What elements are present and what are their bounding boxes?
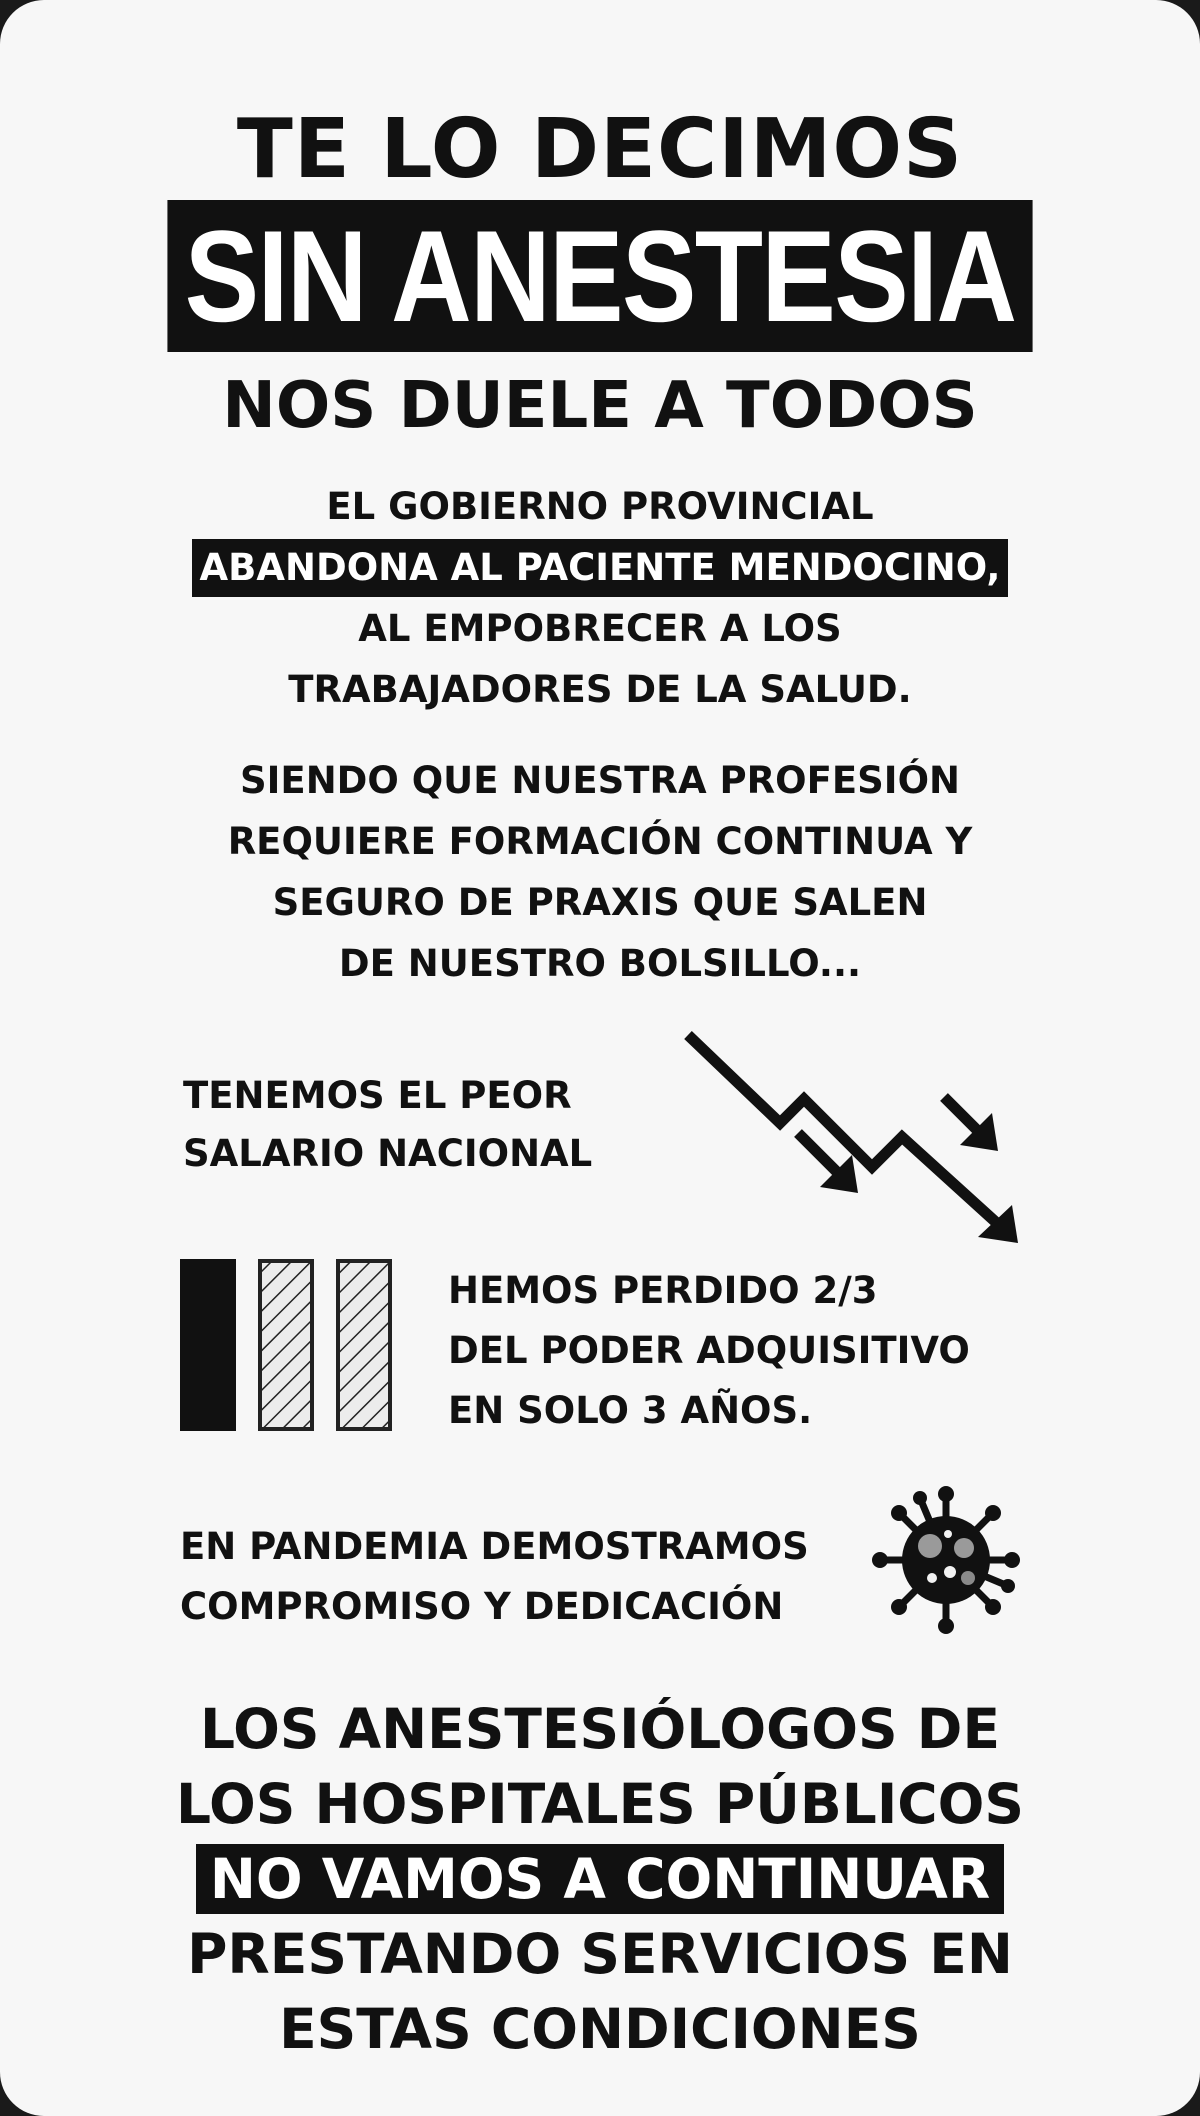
intro-line-2-row [0,537,1200,598]
bars-one-third-icon [178,1255,408,1435]
power-line-1: HEMOS PERDIDO 2/3 [448,1269,878,1312]
intro-highlight: ABANDONA AL PACIENTE MENDOCINO, [192,539,1009,597]
profession-line-1: SIENDO QUE NUESTRA PROFESIÓN [240,759,960,802]
profession-line-4: DE NUESTRO BOLSILLO... [338,942,862,985]
closing-line-1: LOS ANESTESIÓLOGOS DE [199,1697,1001,1761]
salary-line-2: SALARIO NACIONAL [183,1132,593,1175]
power-line-2: DEL PODER ADQUISITIVO [448,1329,970,1372]
headline-line-3: NOS DUELE A TODOS [222,369,978,443]
closing-line-3-row [0,1842,1200,1917]
closing-statement [0,1692,1200,2067]
intro-line-1: EL GOBIERNO PROVINCIAL [326,485,874,528]
power-line-3: EN SOLO 3 AÑOS. [448,1389,813,1432]
closing-line-5: ESTAS CONDICIONES [279,1997,921,2061]
headline-highlight-row [0,200,1200,352]
pandemic-text [180,1517,809,1637]
closing-line-2: LOS HOSPITALES PÚBLICOS [175,1772,1025,1836]
virus-icon [872,1486,1020,1634]
purchasing-power-text [448,1261,970,1441]
pandemic-row [0,1480,1200,1640]
pandemic-line-2: COMPROMISO Y DEDICACIÓN [180,1585,784,1628]
pandemic-line-1: EN PANDEMIA DEMOSTRAMOS [180,1525,809,1568]
closing-highlight: NO VAMOS A CONTINUAR [196,1844,1004,1914]
profession-line-3: SEGURO DE PRAXIS QUE SALEN [272,881,928,924]
purchasing-power-row [0,1245,1200,1445]
intro-paragraph [0,476,1200,720]
salary-row [0,1025,1200,1245]
closing-line-4: PRESTANDO SERVICIOS EN [187,1922,1013,1986]
profession-line-2: REQUIERE FORMACIÓN CONTINUA Y [227,820,973,863]
headline-highlight: SIN ANESTESIA [167,200,1032,352]
salary-line-1: TENEMOS EL PEOR [183,1074,572,1117]
downward-trend-icon [680,1025,1020,1245]
intro-line-4: TRABAJADORES DE LA SALUD. [288,668,912,711]
salary-text [183,1067,592,1183]
headline-line-1: TE LO DECIMOS [236,102,964,197]
profession-paragraph [0,750,1200,994]
intro-line-3: AL EMPOBRECER A LOS [358,607,842,650]
